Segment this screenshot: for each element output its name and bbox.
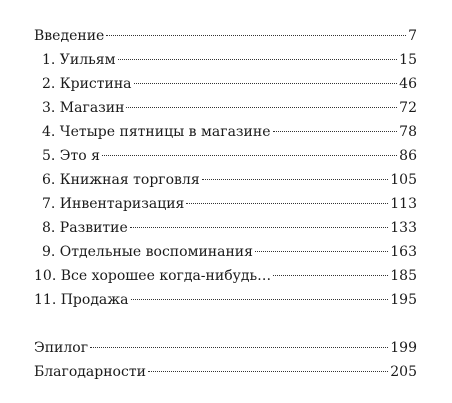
dot-leader bbox=[186, 203, 388, 204]
toc-entry-title: 3. Магазин bbox=[42, 100, 125, 116]
dot-leader bbox=[90, 347, 388, 348]
toc-entry-page: 205 bbox=[390, 364, 417, 380]
dot-leader bbox=[255, 251, 388, 252]
toc-entry-chapter-11[interactable] bbox=[34, 288, 417, 312]
dot-leader bbox=[130, 227, 388, 228]
toc-entry-chapter-1[interactable] bbox=[34, 48, 417, 72]
toc-entry-epilogue[interactable] bbox=[34, 336, 417, 360]
dot-leader bbox=[131, 299, 389, 300]
toc-entry-page: 15 bbox=[399, 52, 417, 68]
toc-entry-chapter-6[interactable] bbox=[34, 168, 417, 192]
toc-entry-title: 11. Продажа bbox=[34, 292, 129, 308]
toc-entry-title: 1. Уильям bbox=[42, 52, 116, 68]
toc-entry-page: 86 bbox=[399, 148, 417, 164]
toc-entry-title: 5. Это я bbox=[42, 148, 100, 164]
toc-entry-title: 8. Развитие bbox=[42, 220, 128, 236]
toc-entry-page: 78 bbox=[399, 124, 417, 140]
toc-entry-title: Эпилог bbox=[34, 340, 89, 356]
table-of-contents bbox=[34, 24, 417, 384]
toc-entry-title: 7. Инвентаризация bbox=[42, 196, 185, 212]
toc-entry-page: 133 bbox=[390, 220, 417, 236]
toc-entry-title: 4. Четыре пятницы в магазине bbox=[42, 124, 271, 140]
toc-entry-chapter-4[interactable] bbox=[34, 120, 417, 144]
toc-entry-introduction[interactable] bbox=[34, 24, 417, 48]
dot-leader bbox=[106, 35, 406, 36]
dot-leader bbox=[118, 59, 398, 60]
toc-entry-chapter-3[interactable] bbox=[34, 96, 417, 120]
toc-entry-page: 113 bbox=[390, 196, 417, 212]
toc-entry-title: Благодарности bbox=[34, 364, 146, 380]
dot-leader bbox=[134, 83, 398, 84]
toc-entry-page: 72 bbox=[399, 100, 417, 116]
toc-entry-chapter-5[interactable] bbox=[34, 144, 417, 168]
toc-entry-chapter-10[interactable] bbox=[34, 264, 417, 288]
dot-leader bbox=[126, 107, 397, 108]
toc-entry-chapter-9[interactable] bbox=[34, 240, 417, 264]
toc-entry-title: 2. Кристина bbox=[42, 76, 132, 92]
toc-entry-page: 7 bbox=[408, 28, 417, 44]
toc-entry-chapter-8[interactable] bbox=[34, 216, 417, 240]
toc-entry-page: 46 bbox=[399, 76, 417, 92]
toc-entry-page: 199 bbox=[390, 340, 417, 356]
toc-entry-page: 163 bbox=[390, 244, 417, 260]
dot-leader bbox=[273, 275, 388, 276]
dot-leader bbox=[148, 371, 388, 372]
toc-entry-chapter-7[interactable] bbox=[34, 192, 417, 216]
toc-entry-chapter-2[interactable] bbox=[34, 72, 417, 96]
toc-entry-acknowledgements[interactable] bbox=[34, 360, 417, 384]
toc-entry-title: Введение bbox=[34, 28, 105, 44]
dot-leader bbox=[102, 155, 397, 156]
dot-leader bbox=[202, 179, 389, 180]
toc-entry-page: 105 bbox=[390, 172, 417, 188]
dot-leader bbox=[273, 131, 398, 132]
toc-entry-page: 185 bbox=[390, 268, 417, 284]
toc-entry-page: 195 bbox=[390, 292, 417, 308]
toc-entry-title: 9. Отдельные воспоминания bbox=[42, 244, 253, 260]
toc-entry-title: 6. Книжная торговля bbox=[42, 172, 200, 188]
toc-entry-title: 10. Все хорошее когда-нибудь… bbox=[34, 268, 272, 284]
